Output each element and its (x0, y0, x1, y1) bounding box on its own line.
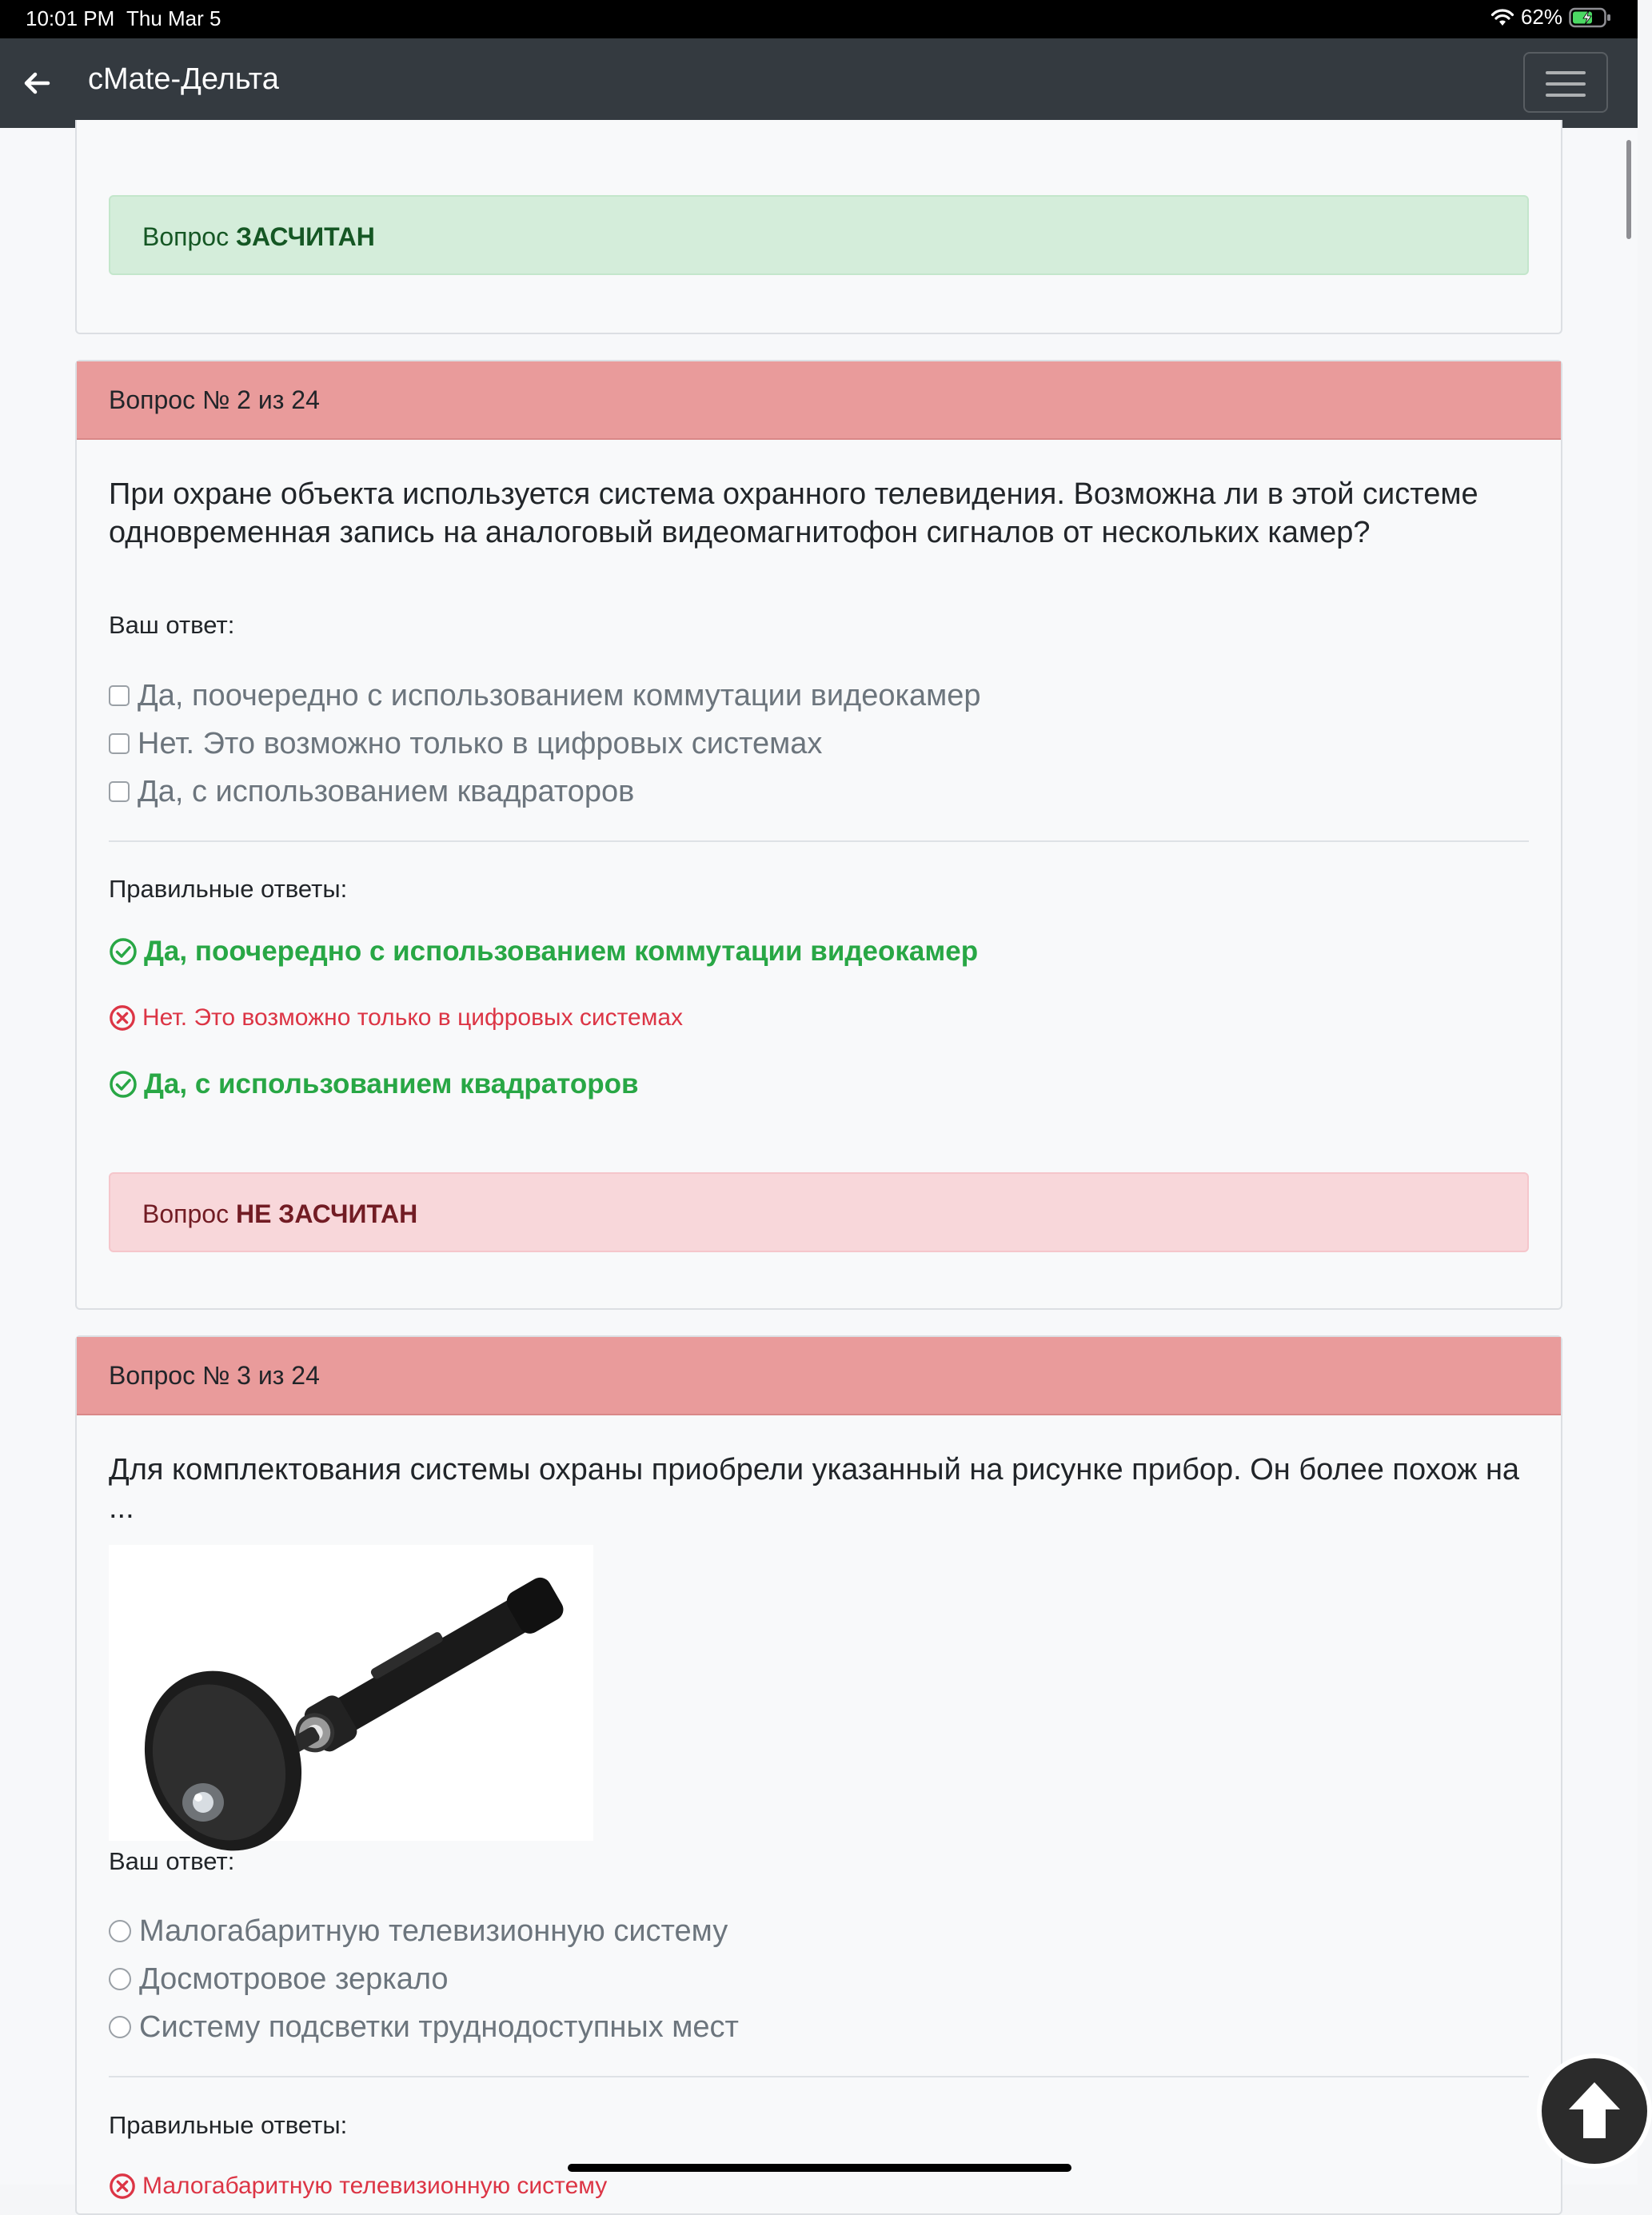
question-card-3 (75, 1335, 1562, 2215)
question-number: Вопрос № 2 из 24 (109, 385, 320, 414)
check-circle-icon (109, 1070, 138, 1099)
menu-toggle-button[interactable] (1523, 52, 1608, 113)
answer-option[interactable] (109, 676, 980, 716)
result-text (142, 1199, 417, 1229)
answer-text: Да, с использованием квадраторов (144, 1068, 639, 1100)
radio-button[interactable] (109, 1920, 131, 1942)
correct-answer (109, 1068, 639, 1100)
x-circle-icon (109, 2173, 136, 2200)
option-label: Досмотровое зеркало (139, 1962, 449, 1996)
navbar (0, 38, 1638, 128)
answer-text: Да, поочередно с использованием коммутации видеокамер (144, 936, 979, 967)
answer-option[interactable] (109, 772, 634, 812)
correct-answers-label: Правильные ответы: (109, 2111, 348, 2139)
battery-percent: 62% (1520, 5, 1562, 29)
status-date: Thu Mar 5 (126, 6, 221, 30)
result-status: НЕ ЗАСЧИТАН (235, 1199, 418, 1228)
check-circle-icon (109, 937, 138, 966)
result-text (142, 222, 375, 252)
scrollbar-thumb[interactable] (1626, 140, 1631, 239)
divider (109, 2076, 1529, 2077)
checkbox[interactable] (109, 685, 130, 706)
result-status: ЗАСЧИТАН (235, 222, 375, 251)
wrong-answer (109, 1004, 683, 1032)
option-label: Нет. Это возможно только в цифровых системах (138, 726, 823, 760)
checkbox[interactable] (109, 781, 130, 802)
answer-option[interactable] (109, 724, 822, 764)
arrow-up-icon (1542, 2058, 1647, 2164)
wifi-icon (1490, 8, 1514, 27)
home-indicator (568, 2164, 1071, 2172)
question-header (77, 1337, 1561, 1415)
correct-answers-label: Правильные ответы: (109, 875, 348, 903)
answer-text: Нет. Это возможно только в цифровых системах (142, 1004, 684, 1031)
question-result-success (109, 195, 1529, 275)
question-card-2 (75, 360, 1562, 1310)
question-result-failed (109, 1172, 1529, 1252)
status-bar (0, 0, 1638, 38)
scroll-to-top-button[interactable] (1537, 2053, 1652, 2169)
radio-button[interactable] (109, 1968, 131, 1990)
question-header (77, 361, 1561, 440)
radio-button[interactable] (109, 2016, 131, 2038)
question-text: При охране объекта используется система охранного телевидения. Возможна ли в этой системе одновременная запись на аналоговый видеомагнитофон сигналов от нескольких камер? (109, 477, 1478, 549)
answer-option[interactable] (109, 1911, 728, 1951)
option-label: Да, с использованием квадраторов (138, 774, 635, 808)
option-label: Систему подсветки труднодоступных мест (139, 2009, 739, 2044)
battery-icon (1569, 7, 1612, 28)
status-time: 10:01 PM (26, 6, 115, 30)
question-card-1 (75, 120, 1562, 334)
divider (109, 840, 1529, 842)
correct-answer (109, 936, 978, 968)
answer-option[interactable] (109, 2007, 739, 2047)
device-image (109, 1545, 593, 1841)
question-text: Для комплектования системы охраны приобрели указанный на рисунке прибор. Он более похож на ... (109, 1453, 1520, 1525)
x-circle-icon (109, 1004, 136, 1032)
result-prefix: Вопрос (142, 1199, 229, 1228)
question-number: Вопрос № 3 из 24 (109, 1361, 320, 1390)
hamburger-icon (1546, 71, 1586, 74)
wrong-answer (109, 2173, 607, 2200)
answer-text: Малогабаритную телевизионную систему (142, 2173, 608, 2199)
option-label: Малогабаритную телевизионную систему (139, 1914, 728, 1948)
hamburger-icon-bar (1546, 94, 1586, 97)
result-prefix: Вопрос (142, 222, 229, 251)
option-label: Да, поочередно с использованием коммутации видеокамер (138, 678, 981, 712)
hamburger-icon-bar (1546, 82, 1586, 86)
your-answer-label: Ваш ответ: (109, 1847, 235, 1875)
app-title: cMate-Дельта (88, 62, 279, 96)
status-indicators (1490, 5, 1612, 30)
your-answer-label: Ваш ответ: (109, 611, 235, 639)
back-arrow-icon[interactable] (22, 69, 51, 98)
answer-option[interactable] (109, 1959, 449, 1999)
checkbox[interactable] (109, 733, 130, 754)
inspection-mirror-picture (109, 1545, 593, 1841)
